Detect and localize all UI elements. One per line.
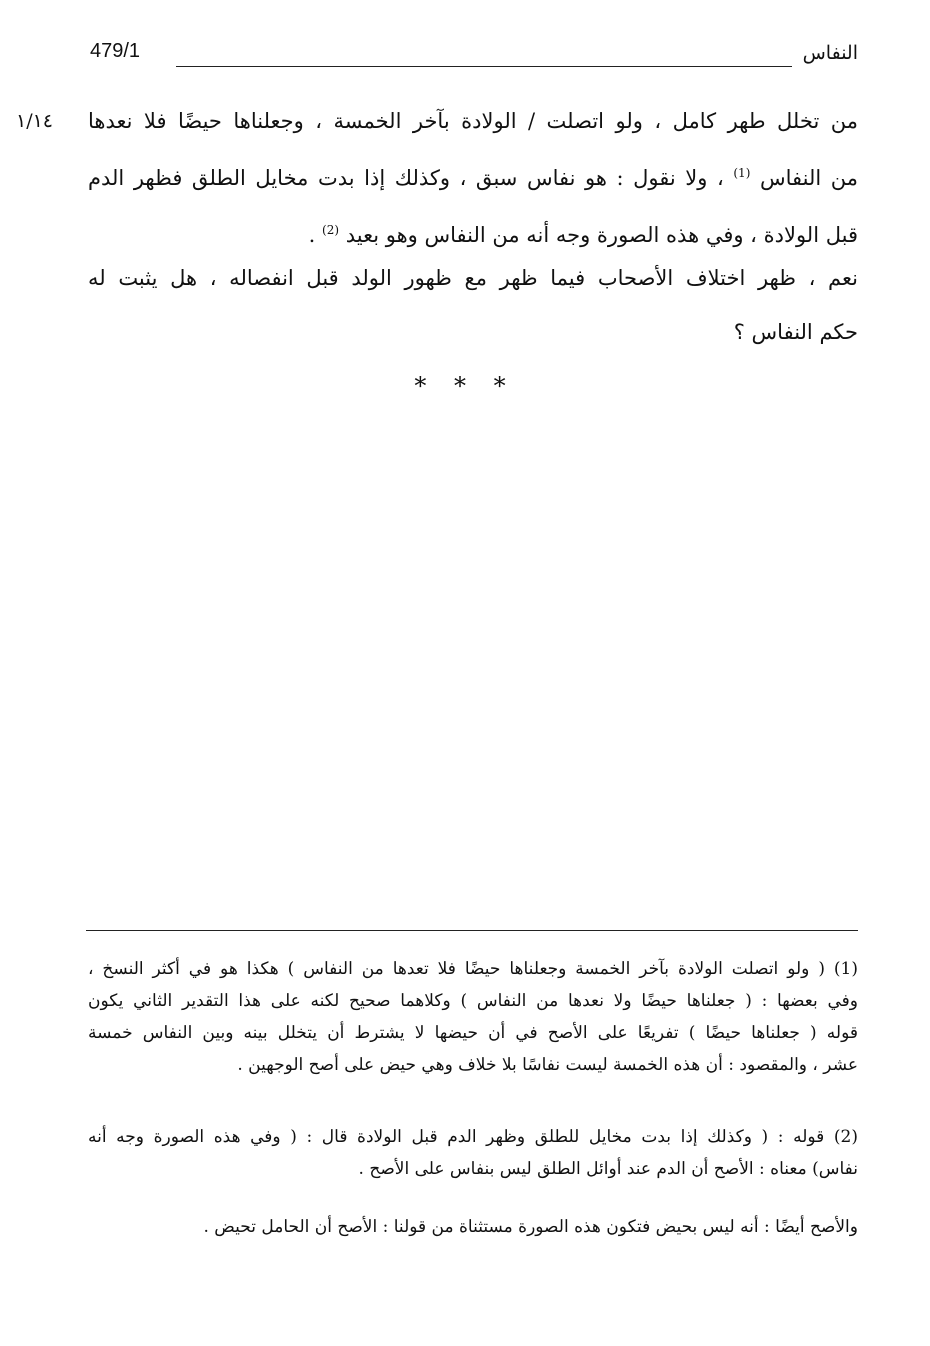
footnote-line: والأصح أيضًا : أنه ليس بحيض فتكون هذه الصورة مستثناة من قولنا : الأصح أن الحامل تحيض .: [203, 1217, 858, 1237]
footnote-rule: [86, 930, 858, 931]
margin-reference: ١/١٤: [16, 110, 54, 132]
footnote-line: نفاس) معناه : الأصح أن الدم عند أوائل الطلق ليس بنفاس على الأصح .: [358, 1159, 858, 1179]
text-fragment: .: [308, 223, 316, 247]
paragraph-1: [88, 106, 858, 272]
paragraph-2: [88, 263, 858, 371]
footnote-line: (1) ( ولو اتصلت الولادة بآخر الخمسة وجعلناها حيضًا فلا تعدها من النفاس ) هكذا هو في أكثر النسخ ،: [88, 959, 858, 979]
footnote-marker: (2): [322, 223, 340, 237]
footnote-line: عشر ، والمقصود : أن هذه الخمسة ليست نفاسًا بلا خلاف وهي حيض على أصح الوجهين .: [237, 1055, 858, 1075]
text-line: [88, 215, 858, 250]
footnote-2: [88, 1126, 858, 1190]
text-fragment: من النفاس: [759, 166, 858, 190]
footnote-line: وفي بعضها : ( جعلناها حيضًا ولا نعدها من النفاس ) وكلاهما صحيح لكنه على هذا التقدير الثاني يكون: [88, 991, 858, 1011]
text-line: [88, 158, 858, 193]
footnote-marker: (1): [733, 166, 751, 180]
footnote-2-continuation: [88, 1216, 858, 1248]
text-fragment: قبل الولادة ، وفي هذه الصورة وجه أنه من النفاس وهو بعيد: [345, 223, 858, 247]
page-number: 479/1: [90, 40, 141, 62]
footnote-1: [88, 958, 858, 1086]
text-line: حكم النفاس ؟: [733, 320, 858, 344]
text-fragment: ، ولا نقول : هو نفاس سبق ، وكذلك إذا بدت مخايل الطلق فظهر الدم: [88, 166, 724, 190]
running-header-title: النفاس: [802, 42, 858, 64]
footnote-line: قوله ( جعلناها حيضًا ) تفريعًا على الأصح في أن حيضها لا يشترط أن يتخلل بينه وبين النفاس خمسة: [88, 1023, 858, 1043]
header-rule: [176, 66, 792, 67]
footnote-line: (2) قوله : ( وكذلك إذا بدت مخايل للطلق وظهر الدم قبل الولادة قال : ( وفي هذه الصورة وجه أنه: [88, 1127, 858, 1147]
section-separator: * * *: [414, 372, 516, 400]
text-line: نعم ، ظهر اختلاف الأصحاب فيما ظهر مع ظهور الولد قبل انفصاله ، هل يثبت له: [88, 266, 858, 290]
text-line: من تخلل طهر كامل ، ولو اتصلت / الولادة بآخر الخمسة ، وجعلناها حيضًا فلا نعدها: [88, 109, 858, 133]
